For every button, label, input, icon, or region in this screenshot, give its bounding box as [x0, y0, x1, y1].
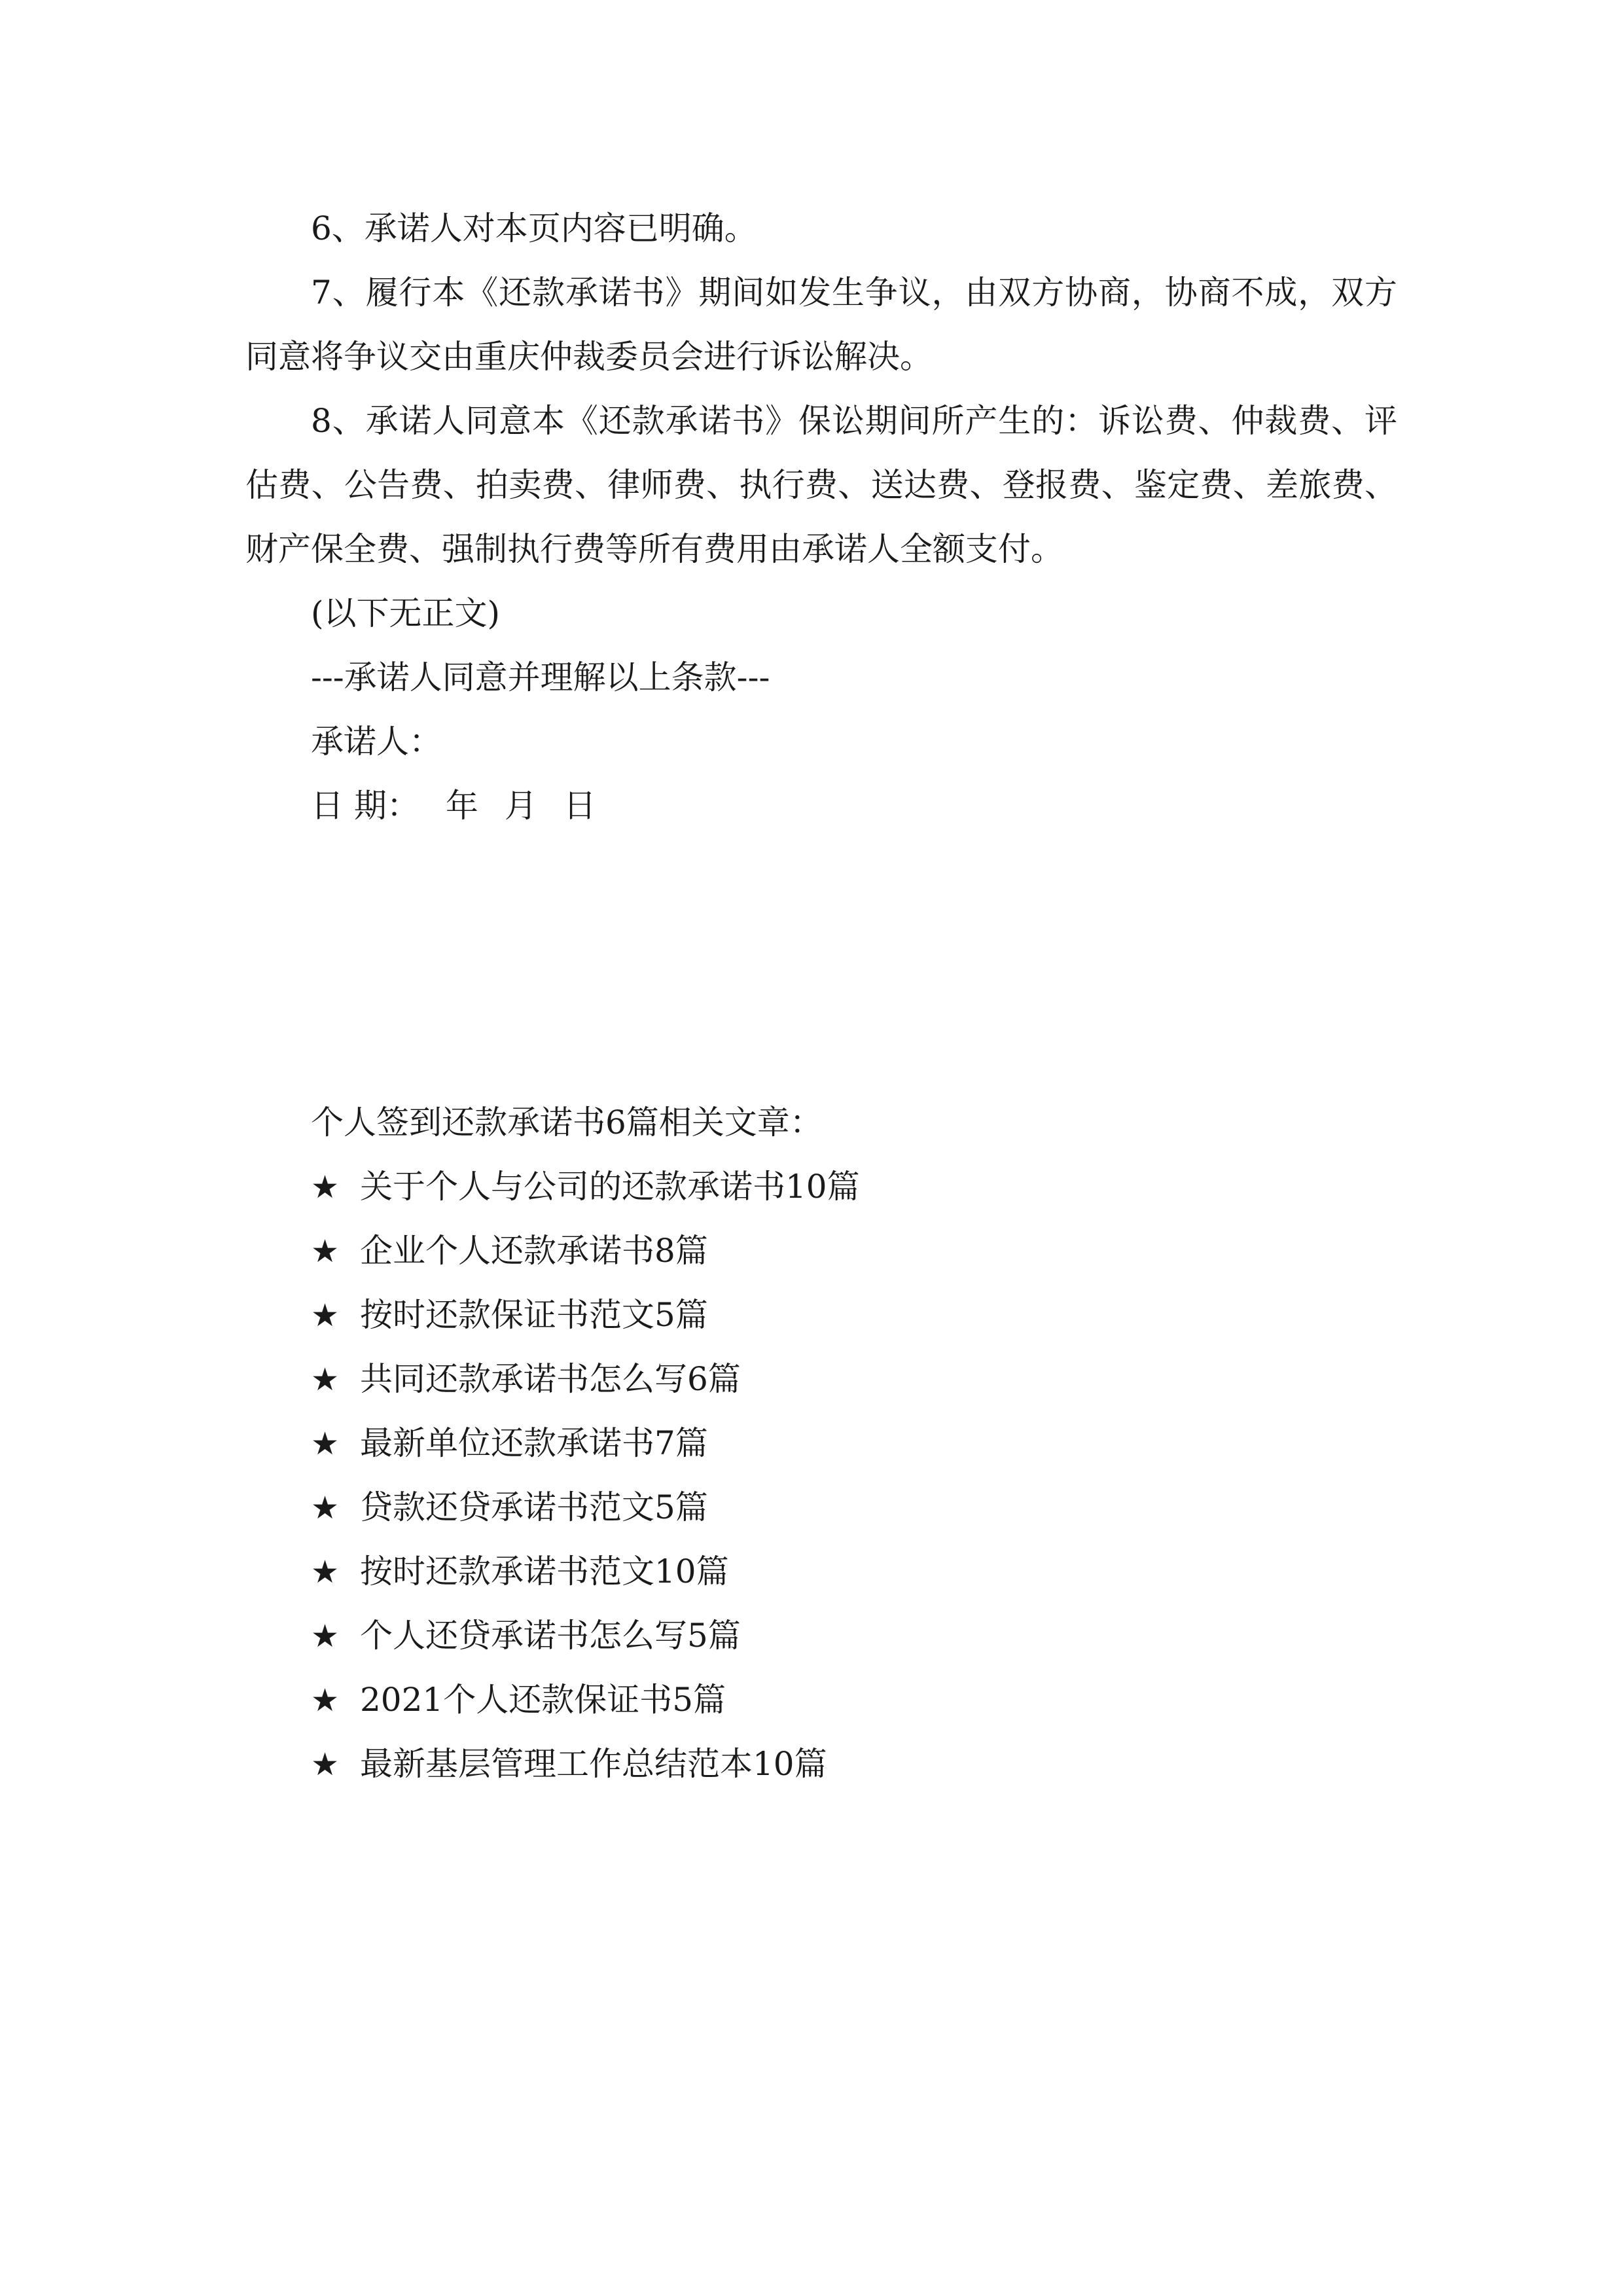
related-link[interactable]: ★ 最新基层管理工作总结范本10篇: [311, 1732, 827, 1797]
related-link[interactable]: ★ 关于个人与公司的还款承诺书10篇: [311, 1155, 860, 1219]
related-link[interactable]: ★ 最新单位还款承诺书7篇: [311, 1411, 708, 1476]
star-icon: ★: [311, 1682, 340, 1719]
related-link[interactable]: ★ 按时还款保证书范文5篇: [311, 1283, 708, 1348]
related-link[interactable]: ★ 企业个人还款承诺书8篇: [311, 1219, 708, 1283]
date-month: 月: [504, 787, 537, 825]
star-icon: ★: [311, 1233, 340, 1270]
related-link[interactable]: ★ 贷款还贷承诺书范文5篇: [311, 1475, 708, 1540]
star-icon: ★: [311, 1746, 340, 1783]
date-line: [311, 774, 596, 838]
star-icon: ★: [311, 1618, 340, 1655]
date-day: 日: [563, 787, 596, 825]
clause-6: 6、承诺人对本页内容已明确。: [311, 209, 757, 247]
date-label: 日 期：: [311, 787, 419, 825]
star-icon: ★: [311, 1169, 340, 1206]
related-heading: 个人签到还款承诺书6篇相关文章：: [311, 1103, 823, 1141]
star-icon: ★: [311, 1297, 340, 1334]
star-icon: ★: [311, 1490, 340, 1526]
star-icon: ★: [311, 1361, 340, 1398]
clause-8: 8、承诺人同意本《还款承诺书》保讼期间所产生的：诉讼费、仲裁费、评估费、公告费、拍卖费、律师费、执行费、送达费、登报费、鉴定费、差旅费、财产保全费、强制执行费等所有费用由承诺人全额支付。: [245, 402, 1397, 568]
related-link[interactable]: ★ 个人还贷承诺书怎么写5篇: [311, 1604, 741, 1668]
related-link[interactable]: ★ 2021个人还款保证书5篇: [311, 1668, 726, 1732]
related-link[interactable]: ★ 按时还款承诺书范文10篇: [311, 1539, 729, 1604]
date-year: 年: [445, 787, 478, 825]
star-icon: ★: [311, 1426, 340, 1462]
clause-7: 7、履行本《还款承诺书》期间如发生争议，由双方协商，协商不成，双方同意将争议交由重庆仲裁委员会进行诉讼解决。: [245, 274, 1397, 376]
no-more-text: (以下无正文): [311, 594, 501, 632]
related-link[interactable]: ★ 共同还款承诺书怎么写6篇: [311, 1347, 741, 1412]
signer-label: 承诺人：: [311, 723, 442, 761]
agreement-line: ---承诺人同意并理解以上条款---: [311, 658, 770, 696]
star-icon: ★: [311, 1554, 340, 1590]
